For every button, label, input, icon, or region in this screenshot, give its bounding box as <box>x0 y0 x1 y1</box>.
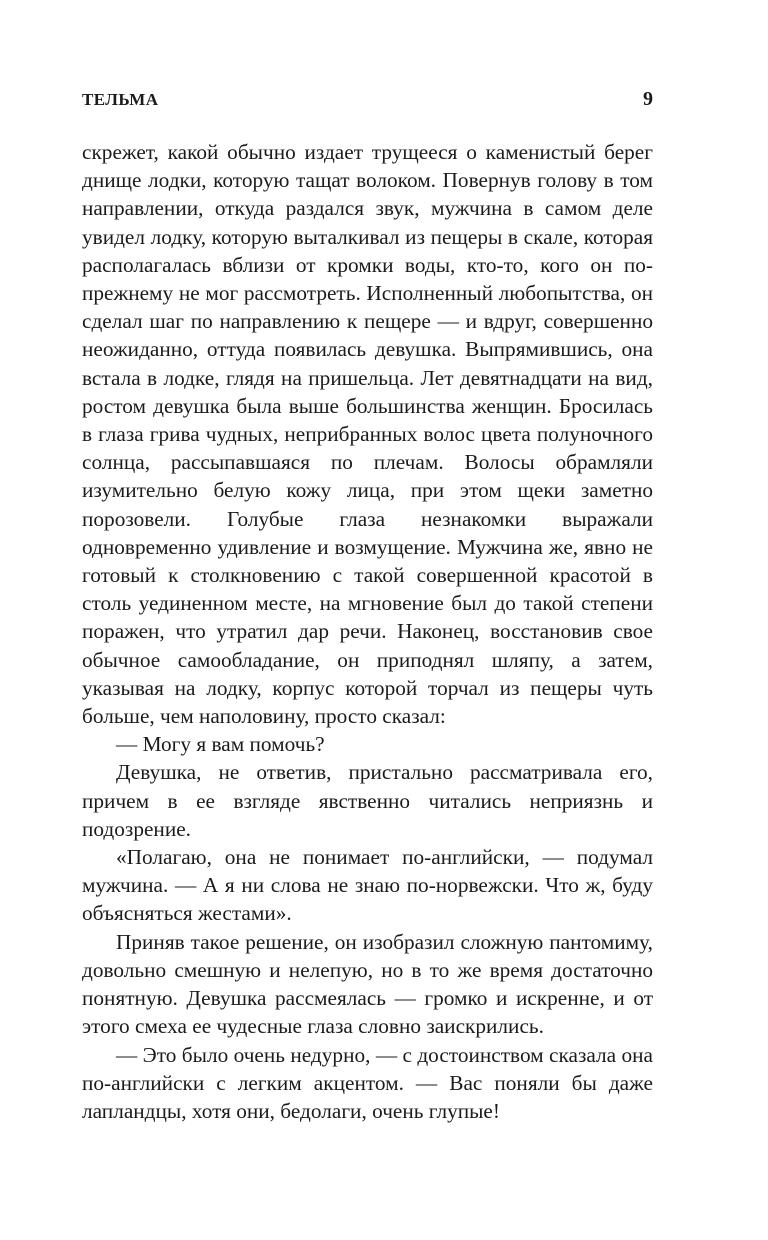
page-number: 9 <box>643 88 653 110</box>
paragraph: Девушка, не ответив, пристально рассматривала его, причем в ее взгляде явственно читались неприязнь и подозрение. <box>82 760 653 841</box>
paragraph-dialogue: — Это было очень недурно, — с достоинством сказала она по-английски с легким акцентом. — Вас поняли бы даже лапландцы, хотя они, бедолаги, очень глупые! <box>82 1042 653 1123</box>
paragraph-dialogue: — Могу я вам помочь? <box>116 732 325 757</box>
running-head <box>82 90 653 118</box>
paragraph-continuation: скрежет, какой обычно издает трущееся о каменистый берег днище лодки, которую тащат волоком. Повернув голову в том направлении, откуда раздался звук, мужчина в самом деле увидел лодку, которую выталкивал из пещеры в скале, которая располагалась вблизи от кромки воды, кто-то, кого он по-прежнему не мог рассмотреть. Исполненный любопытства, он сделал шаг по направлению к пещере — и вдруг, совершенно неожиданно, оттуда появилась девушка. Выпрямившись, она встала в лодке, глядя на пришельца. Лет девятнадцати на вид, ростом девушка была выше большинства женщин. Бросилась в глаза грива чудных, неприбранных волос цвета полуночного солнца, рассыпавшаяся по плечам. Волосы обрамляли изумительно белую кожу лица, при этом щеки заметно порозовели. Голубые глаза незнакомки выражали одновременно удивление и возмущение. Мужчина же, явно не готовый к столкновению с такой совершенной красотой в столь уединенном месте, на мгновение был до такой степени поражен, что утратил дар речи. Наконец, восстановив свое обычное самообладание, он приподнял шляпу, а затем, указывая на лодку, корпус которой торчал из пещеры чуть больше, чем наполовину, просто сказал: <box>82 140 653 729</box>
paragraph-quote: «Полагаю, она не понимает по-английски, — подумал мужчина. — А я ни слова не знаю по-норвежски. Что ж, буду объясняться жестами». <box>82 845 653 926</box>
running-title: ТЕЛЬМА <box>82 90 159 109</box>
paragraph: Приняв такое решение, он изобразил сложную пантомиму, довольно смешную и нелепую, но в то же время достаточно понятную. Девушка рассмеялась — громко и искренне, и от этого смеха ее чудесные глаза словно заискрились. <box>82 929 653 1039</box>
body-text <box>82 138 653 1125</box>
